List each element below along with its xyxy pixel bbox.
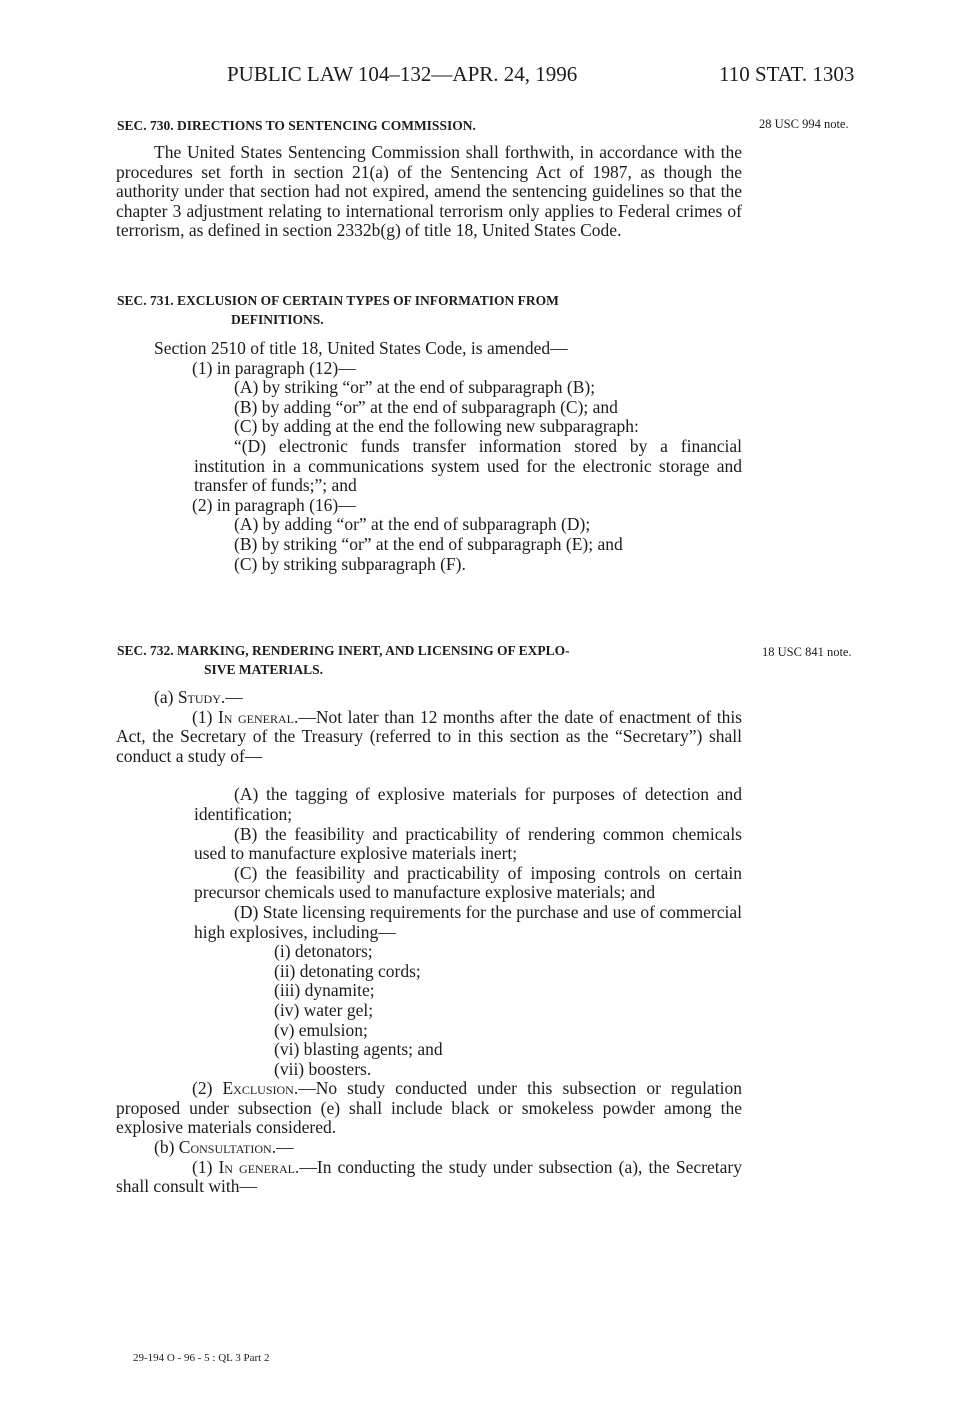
sec-732-heading — [117, 641, 757, 679]
sec-730-body — [116, 143, 742, 241]
sec-732-a-dash: .— — [220, 687, 243, 707]
sec-732-b1-text: .—In conducting the study under subsection (a), the Secretary shall consult with— — [116, 1156, 742, 1197]
list-item: (v) emulsion; — [274, 1019, 368, 1040]
sec-732-a2-text: .—No study conducted under this subsection or regulation proposed under subsection (e) shall include black or smokeless powder among the explosive materials considered. — [116, 1078, 742, 1138]
list-item: (iii) dynamite; — [274, 980, 375, 1001]
sec-731-para-2: (2) in paragraph (16)— — [192, 494, 356, 515]
sec-731-intro: Section 2510 of title 18, United States Code, is amended— — [154, 338, 568, 358]
sec-732-number: SEC. 732. — [117, 643, 174, 658]
sec-732-a2 — [116, 1079, 742, 1138]
sec-732-margin-note: 18 USC 841 note. — [762, 645, 852, 659]
sec-732-a-label: (a) — [154, 687, 178, 707]
list-item: (vii) boosters. — [274, 1058, 372, 1079]
list-item: (i) detonators; — [274, 941, 373, 962]
sec-731-title-a: EXCLUSION OF CERTAIN TYPES OF INFORMATION FROM — [177, 293, 559, 308]
sec-732-a1 — [116, 708, 742, 767]
list-item: (vi) blasting agents; and — [274, 1039, 443, 1060]
sec-732-a1B: (B) the feasibility and practicability of rendering common chemicals used to manufacture explosive materials inert; — [194, 823, 742, 864]
sec-730-margin-note: 28 USC 994 note. — [759, 117, 849, 131]
sec-732-a2-title: Exclusion — [222, 1078, 294, 1099]
sec-732-b — [116, 1138, 742, 1158]
sec-731-para-1: (1) in paragraph (12)— — [192, 357, 356, 378]
sec-731-para-2B: (B) by striking “or” at the end of subparagraph (E); and — [234, 533, 623, 554]
sec-732-a2-label: (2) — [192, 1078, 223, 1099]
sec-732-b1 — [116, 1158, 742, 1197]
sec-732-b1-title: In general — [218, 1156, 296, 1177]
sec-732-title-b: SIVE MATERIALS. — [204, 662, 324, 677]
sec-732-a1D: (D) State licensing requirements for the purchase and use of commercial high explosives, including— — [194, 901, 742, 942]
page-header-title: PUBLIC LAW 104–132—APR. 24, 1996 — [227, 62, 578, 86]
page-footer: 29-194 O - 96 - 5 : QL 3 Part 2 — [133, 1352, 270, 1364]
sec-732-b1-label: (1) — [192, 1156, 219, 1177]
sec-731-para-1D: “(D) electronic funds transfer information stored by a financial institution in a communications system used for the electronic storage and transfer of funds;”; and — [194, 435, 742, 496]
sec-732-a — [116, 688, 742, 708]
sec-731-heading — [117, 291, 757, 329]
sec-731-para-1A: (A) by striking “or” at the end of subparagraph (B); — [234, 377, 596, 398]
sec-730-text: The United States Sentencing Commission shall forthwith, in accordance with the procedures set forth in section 21(a) of the Sentencing Act of 1987, as though the authority under that section had not expired, amend the sentencing guidelines so that the chapter 3 adjustment relating to international terrorism only applies to Federal crimes of terrorism, as defined in section 2332b(g) of title 18, United States Code. — [116, 142, 742, 241]
list-item: (iv) water gel; — [274, 999, 374, 1020]
sec-731-title-b: DEFINITIONS. — [231, 312, 324, 327]
sec-732-body — [116, 688, 742, 1197]
sec-730-heading: SEC. 730. DIRECTIONS TO SENTENCING COMMISSION. — [117, 118, 476, 133]
sec-732-a1C: (C) the feasibility and practicability of imposing controls on certain precursor chemicals used to manufacture explosive materials; and — [194, 862, 742, 903]
sec-732-b-title: Consultation — [178, 1137, 272, 1158]
sec-732-a1-label: (1) — [192, 706, 218, 727]
sec-732-title-a: MARKING, RENDERING INERT, AND LICENSING OF EXPLO- — [177, 643, 570, 658]
sec-732-a-title: Study — [177, 687, 221, 707]
sec-732-a1A: (A) the tagging of explosive materials for purposes of detection and identification; — [194, 784, 742, 824]
sec-732-b-dash: .— — [271, 1137, 294, 1158]
sec-731-para-1B: (B) by adding “or” at the end of subparagraph (C); and — [234, 396, 618, 417]
sec-731-para-2A: (A) by adding “or” at the end of subparagraph (D); — [234, 514, 591, 535]
sec-732-a1-text: .—Not later than 12 months after the date of enactment of this Act, the Secretary of the Treasury (referred to in this section as the “Secretary”) shall conduct a study of— — [116, 706, 742, 766]
list-item: (ii) detonating cords; — [274, 960, 421, 981]
sec-731-para-2C: (C) by striking subparagraph (F). — [234, 553, 466, 574]
page-header-stat: 110 STAT. 1303 — [719, 62, 855, 86]
sec-731-para-1C: (C) by adding at the end the following new subparagraph: — [234, 416, 639, 437]
sec-732-a1-title: In general — [217, 706, 294, 727]
sec-731-number: SEC. 731. — [117, 293, 174, 308]
sec-731-body — [116, 339, 742, 574]
sec-732-b-label: (b) — [154, 1137, 179, 1158]
